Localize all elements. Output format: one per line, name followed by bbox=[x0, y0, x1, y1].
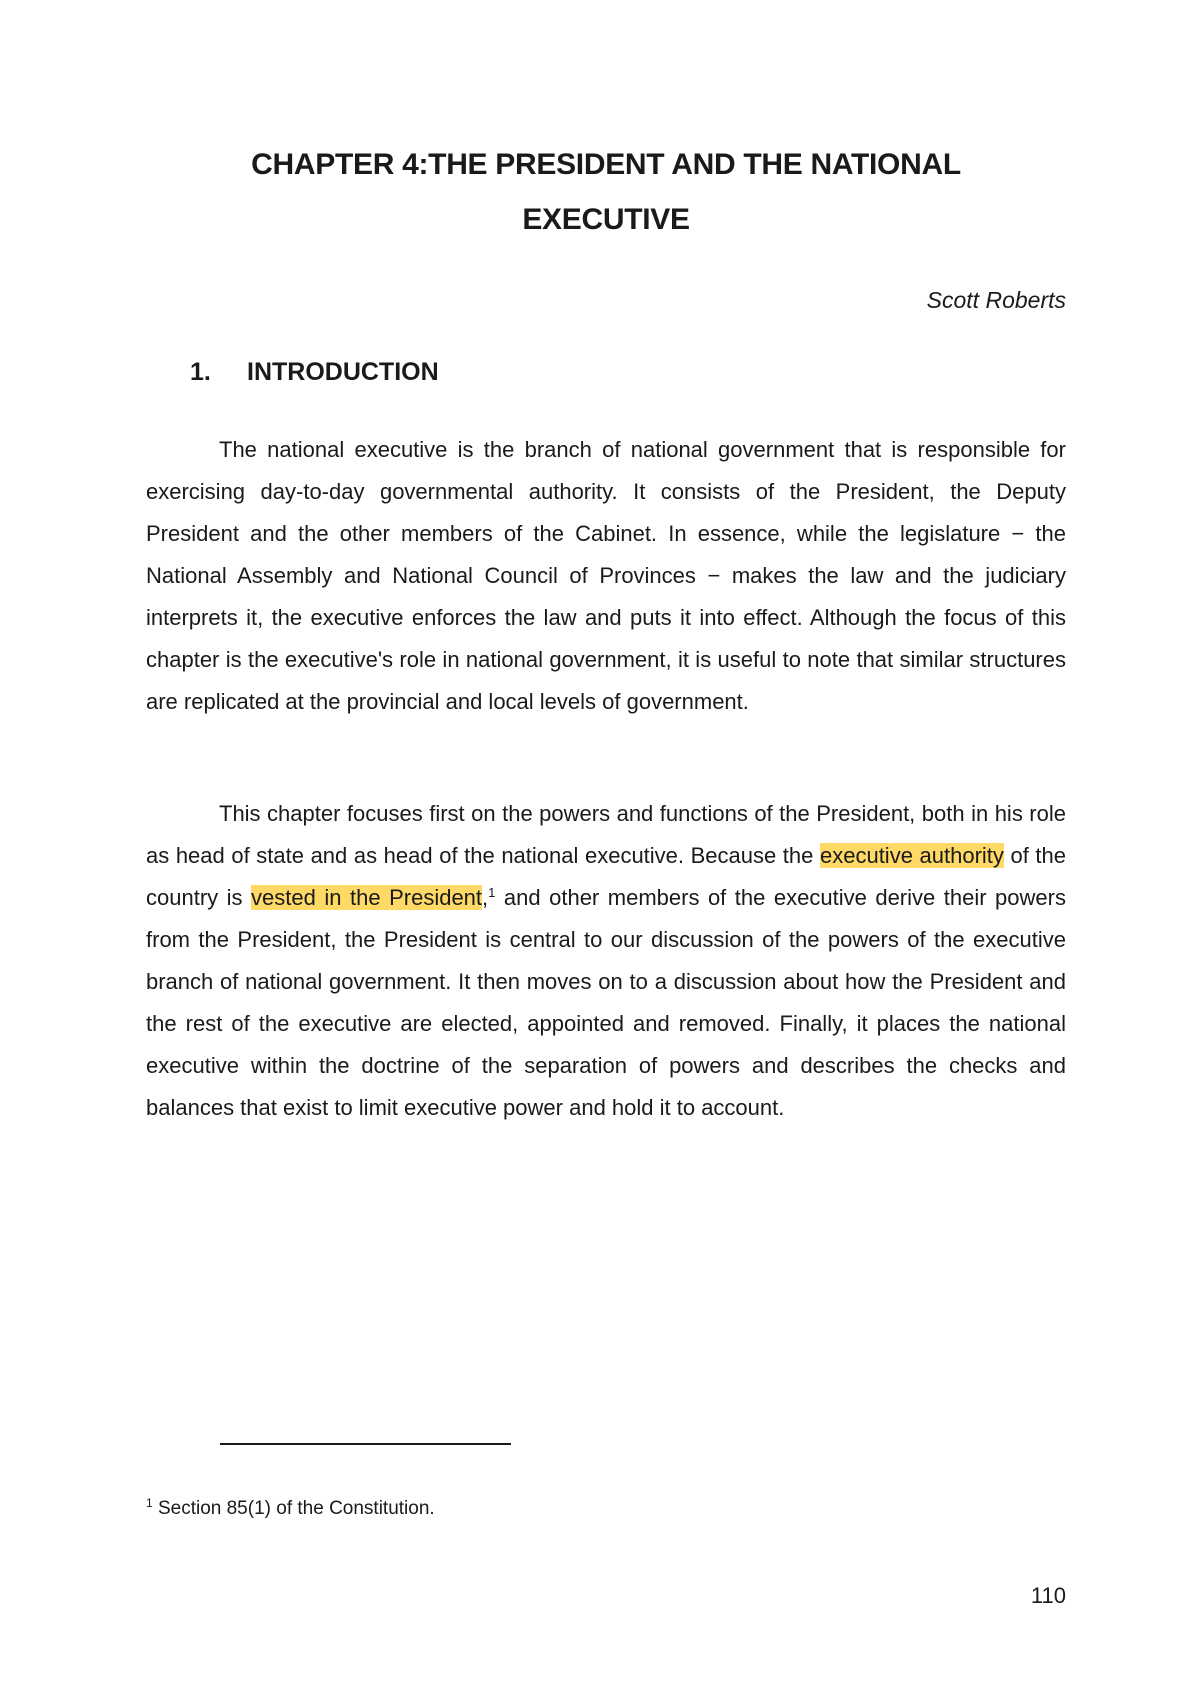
footnote-separator bbox=[220, 1443, 511, 1445]
chapter-title-line-2: EXECUTIVE bbox=[522, 203, 690, 236]
footnote-marker: 1 bbox=[146, 1496, 153, 1510]
highlight-vested-in-president: vested in the President bbox=[251, 885, 483, 910]
author-name: Scott Roberts bbox=[926, 287, 1066, 313]
paragraph-2-text-4: and other members of the executive derive their powers from the President, the President is central to our discussion of the powers of the executive branch of national government. It then moves on to a discussion about how the President and the rest of the executive are elected, appointed and removed. Finally, it places the national executive within the doctrine of the separation of powers and describes the checks and balances that exist to limit executive power and hold it to account. bbox=[146, 885, 1066, 1120]
footnote-reference[interactable]: 1 bbox=[488, 885, 496, 900]
paragraph-2 bbox=[146, 793, 1066, 1129]
footnote-text: Section 85(1) of the Constitution. bbox=[152, 1498, 435, 1519]
paragraph-2-text-3: , bbox=[482, 885, 489, 910]
paragraph-1: The national executive is the branch of national government that is responsible for exercising day-to-day governmental authority. It consists of the President, the Deputy President and the other members of the Cabinet. In essence, while the legislature − the National Assembly and National Council of Provinces − makes the law and the judiciary interprets it, the executive enforces the law and puts it into effect. Although the focus of this chapter is the executive's role in national government, it is useful to note that similar structures are replicated at the provincial and local levels of government. bbox=[146, 437, 1066, 714]
section-title: INTRODUCTION bbox=[247, 358, 439, 386]
highlight-executive-authority: executive authority bbox=[819, 843, 1004, 868]
chapter-title-line-1: CHAPTER 4:THE PRESIDENT AND THE NATIONAL bbox=[251, 148, 961, 181]
paragraph-2-text-1: This chapter focuses first on the powers and functions of the President, both in his role as head of state and as head of the national executive. Because the bbox=[146, 801, 1066, 868]
footnote bbox=[146, 1498, 435, 1520]
paragraph-2-text-2: of the country is bbox=[146, 843, 1067, 910]
page-number: 110 bbox=[1030, 1583, 1066, 1608]
section-number: 1. bbox=[190, 358, 211, 386]
